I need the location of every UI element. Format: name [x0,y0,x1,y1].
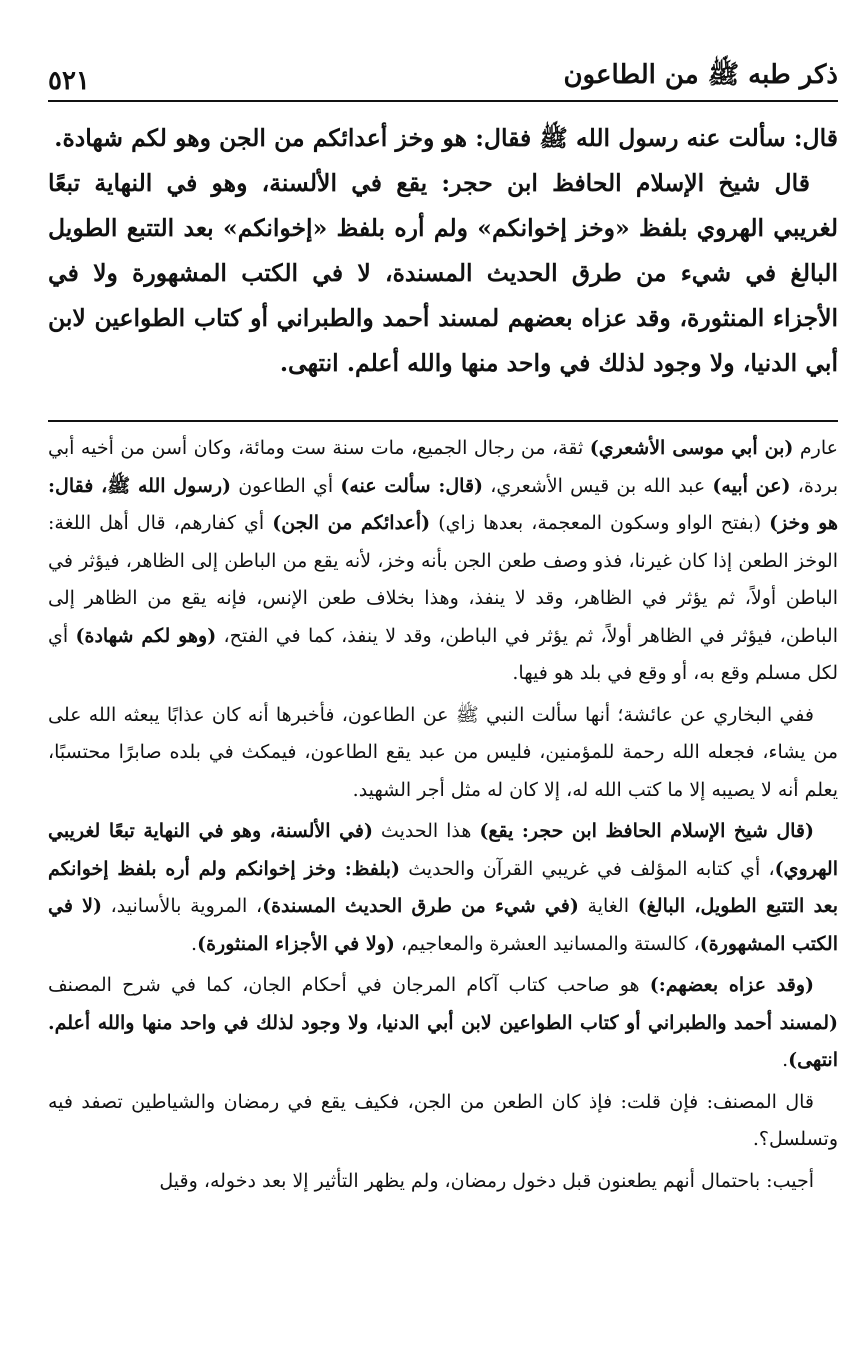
commentary-text: . [782,1049,789,1071]
commentary-text: ، المروية بالأسانيد، [102,895,263,917]
quoted-matn: (ولا في الأجزاء المنثورة) [197,932,395,955]
commentary-text: قال المصنف: فإن قلت: فإذ كان الطعن من الجن، فكيف يقع في رمضان والشياطين تصفد فيه وتسلسل؟. [48,1090,838,1150]
quoted-matn: (وقد عزاه بعضهم:) [649,974,814,996]
commentary-text: عبد الله بن قيس الأشعري، [483,474,713,497]
quoted-matn: (في الألسنة، وهو في النهاية تبعًا لغريبي الهروي) [48,820,838,880]
commentary-paragraph [48,813,838,963]
running-header [48,52,838,102]
matn-paragraph: قال شيخ الإسلام الحافظ ابن حجر: يقع في الألسنة، وهو في النهاية تبعًا لغريبي الهروي بلفظ «وخز إخوانكم» ولم أره بلفظ «إخوانكم» بعد التتبع الطويل البالغ في شيء من طرق الحديث المسندة، لا في الكتب المشهورة ولا في الأجزاء المنثورة، وقد عزاه بعضهم لمسند أحمد والطبراني أو كتاب الطواعين لابن أبي الدنيا، ولا وجود لذلك في واحد منها والله أعلم. انتهى. [48,169,838,377]
commentary-text: (بفتح الواو وسكون المعجمة، بعدها زاي) [430,512,770,534]
commentary-text: ثقة، من رجال الجميع، مات سنة ست ومائة، وكان أسن من أخيه أبي بردة، [48,437,839,497]
commentary-text: أي كفارهم، قال أهل اللغة: الوخز الطعن إذا كان غيرنا، فذو وصف طعن الجن بأنه وخز، لأنه يقع من الباطن إلى الظاهر، فيؤثر في الباطن أولاً، ثم يؤثر في الظاهر، وقد لا ينفذ، وهذا بخلاف طعن الإنس، فإنه يقع من الظاهر إلى الباطن، فيؤثر في الظاهر أولاً، ثم يؤثر في الباطن، وقد لا ينفذ، كما في الفتح، [48,512,838,647]
commentary-text: عارم [793,437,838,459]
footnote-divider [48,420,838,422]
commentary-text: . [191,932,198,955]
commentary-text: هو صاحب كتاب آكام المرجان في أحكام الجان، كما في شرح المصنف [48,974,650,996]
running-title: ذكر طبه ﷺ من الطاعون [563,60,838,90]
quoted-matn: (بن أبي موسى الأشعري) [589,437,794,459]
page-number: ٥٢١ [48,66,90,96]
quoted-matn: (وهو لكم شهادة) [75,624,217,647]
commentary-text: ، كالستة والمسانيد العشرة والمعاجيم، [394,932,700,955]
commentary-text: ففي البخاري عن عائشة؛ أنها سألت النبي ﷺ عن الطاعون، فأخبرها أنه كان عذابًا يبعثه الله على من يشاء، فجعله الله رحمة للمؤمنين، فليس من عبد يقع الطاعون، فيمكث في بلده صابرًا محتسبًا، يعلم أنه لا يصيبه إلا ما كتب الله له، إلا كان له مثل أجر الشهيد. [48,703,838,801]
commentary-text: الغاية [578,895,638,917]
commentary-paragraph [48,1084,838,1159]
commentary-paragraph [48,1163,838,1201]
quoted-matn: (لمسند أحمد والطبراني أو كتاب الطواعين لابن أبي الدنيا، ولا وجود لذلك في واحد منها والله أعلم. انتهى) [48,1011,838,1071]
commentary-text: أي الطاعون [231,474,341,497]
quoted-matn: (قال شيخ الإسلام الحافظ ابن حجر: يقع) [479,820,815,842]
quoted-matn: (في شيء من طرق الحديث المسندة) [262,895,579,917]
main-text [48,116,838,386]
quoted-matn: (رسول الله ﷺ، فقال: هو وخز) [48,474,838,534]
commentary-text: ، أي كتابه المؤلف في غريبي القرآن والحديث [399,857,775,880]
commentary-paragraph [48,697,838,810]
book-page [48,52,838,1204]
quoted-matn: (أعدائكم من الجن) [272,512,431,534]
commentary-paragraph [48,967,838,1080]
matn-paragraph: قال: سألت عنه رسول الله ﷺ فقال: هو وخز أعدائكم من الجن وهو لكم شهادة. [54,124,838,152]
quoted-matn: (بلفظ: وخز إخوانكم ولم أره بلفظ إخوانكم بعد التتبع الطويل، البالغ) [48,857,839,917]
quoted-matn: (لا في الكتب المشهورة) [48,895,838,955]
commentary-paragraph [48,430,838,693]
quoted-matn: (قال: سألت عنه) [340,474,484,497]
commentary [48,430,838,1200]
quoted-matn: (عن أبيه) [712,474,791,497]
commentary-text: أي لكل مسلم وقع به، أو وقع في بلد هو فيها. [48,624,838,684]
commentary-text: أجيب: باحتمال أنهم يطعنون قبل دخول رمضان، ولم يظهر التأثير إلا بعد دخوله، وقيل [159,1169,814,1192]
commentary-text: هذا الحديث [372,820,480,842]
